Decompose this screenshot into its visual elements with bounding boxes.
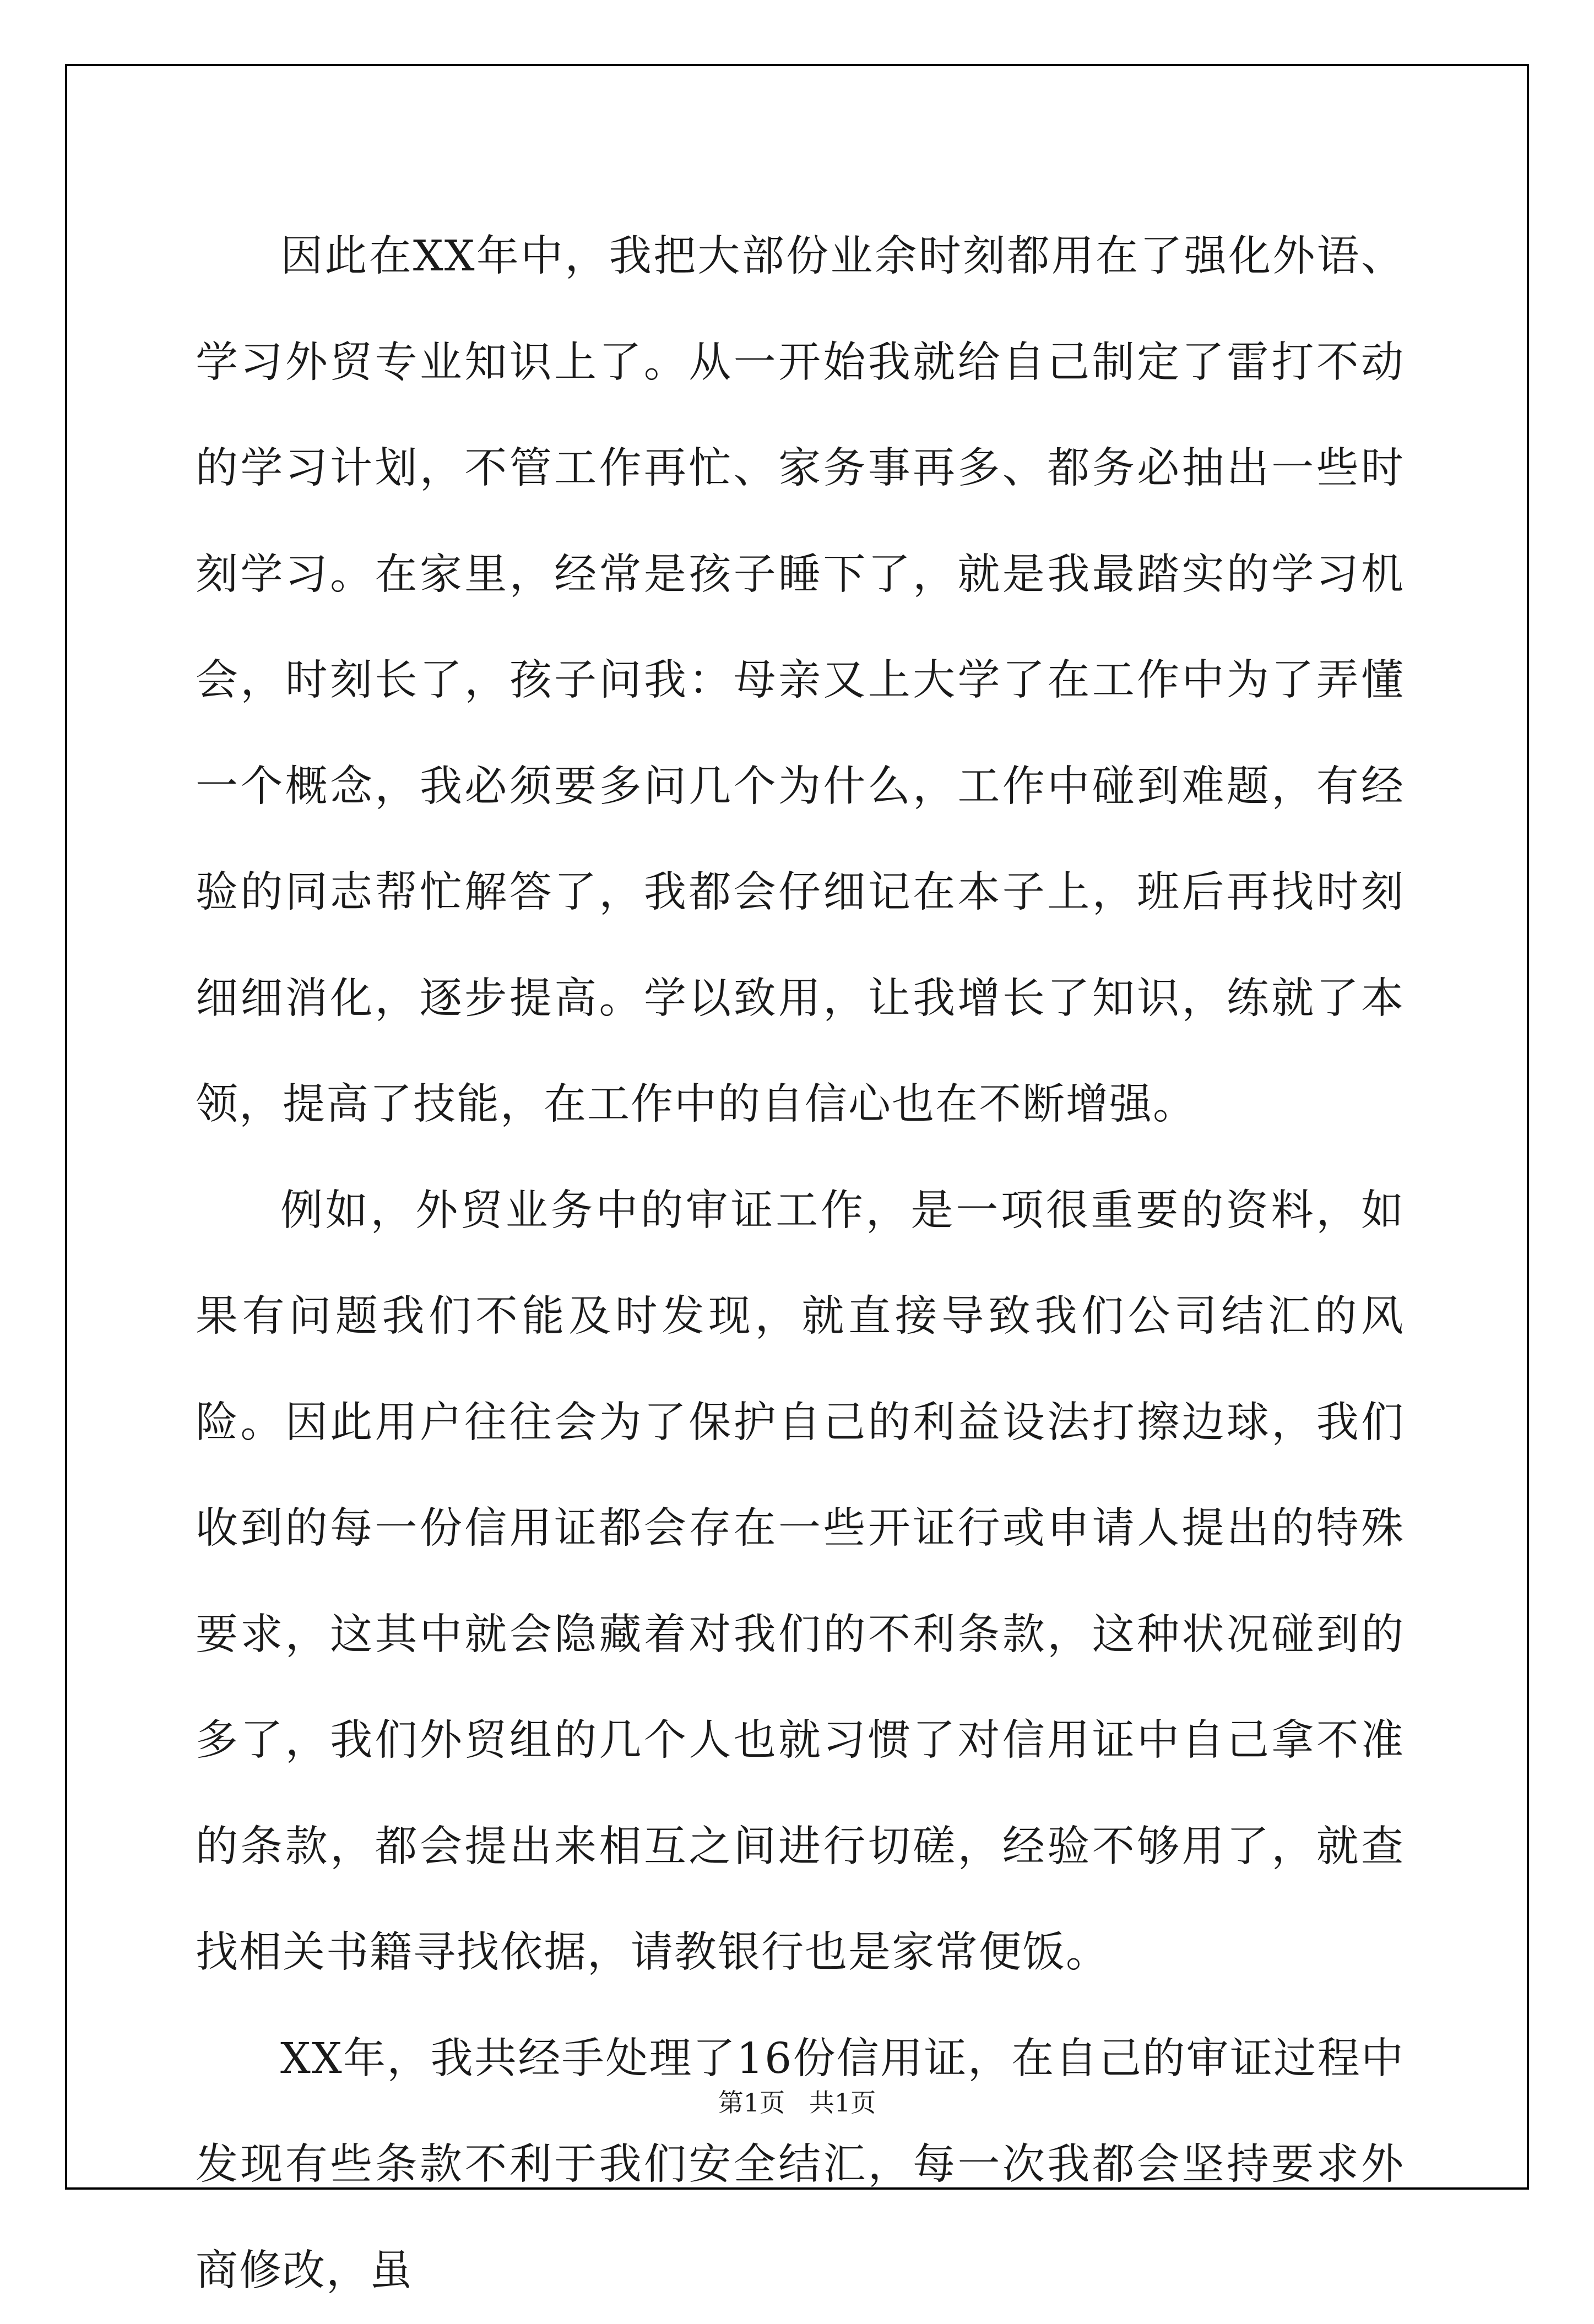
paragraph-1: 因此在XX年中，我把大部份业余时刻都用在了强化外语、学习外贸专业知识上了。从一开始我就给自己制定了雷打不动的学习计划，不管工作再忙、家务事再多、都务必抽出一些时刻学习。在家里，经常是孩子睡下了，就是我最踏实的学习机会，时刻长了，孩子问我：母亲又上大学了在工作中为了弄懂一个概念，我必须要多问几个为什么，工作中碰到难题，有经验的同志帮忙解答了，我都会仔细记在本子上，班后再找时刻细细消化，逐步提高。学以致用，让我增长了知识，练就了本领，提高了技能，在工作中的自信心也在不断增强。 <box>196 204 1405 1158</box>
paragraph-3: XX年，我共经手处理了16份信用证，在自己的审证过程中发现有些条款不利于我们安全结汇，每一次我都会坚持要求外商修改，虽 <box>196 2006 1405 2324</box>
document-body <box>196 204 1405 2324</box>
paragraph-2: 例如，外贸业务中的审证工作，是一项很重要的资料，如果有问题我们不能及时发现，就直接导致我们公司结汇的风险。因此用户往往会为了保护自己的利益设法打擦边球，我们收到的每一份信用证都会存在一些开证行或申请人提出的特殊要求，这其中就会隐藏着对我们的不利条款，这种状况碰到的多了，我们外贸组的几个人也就习惯了对信用证中自己拿不准的条款，都会提出来相互之间进行切磋，经验不够用了，就查找相关书籍寻找依据，请教银行也是家常便饭。 <box>196 1158 1405 2006</box>
page-footer: 第1页 共1页 <box>0 2083 1594 2119</box>
